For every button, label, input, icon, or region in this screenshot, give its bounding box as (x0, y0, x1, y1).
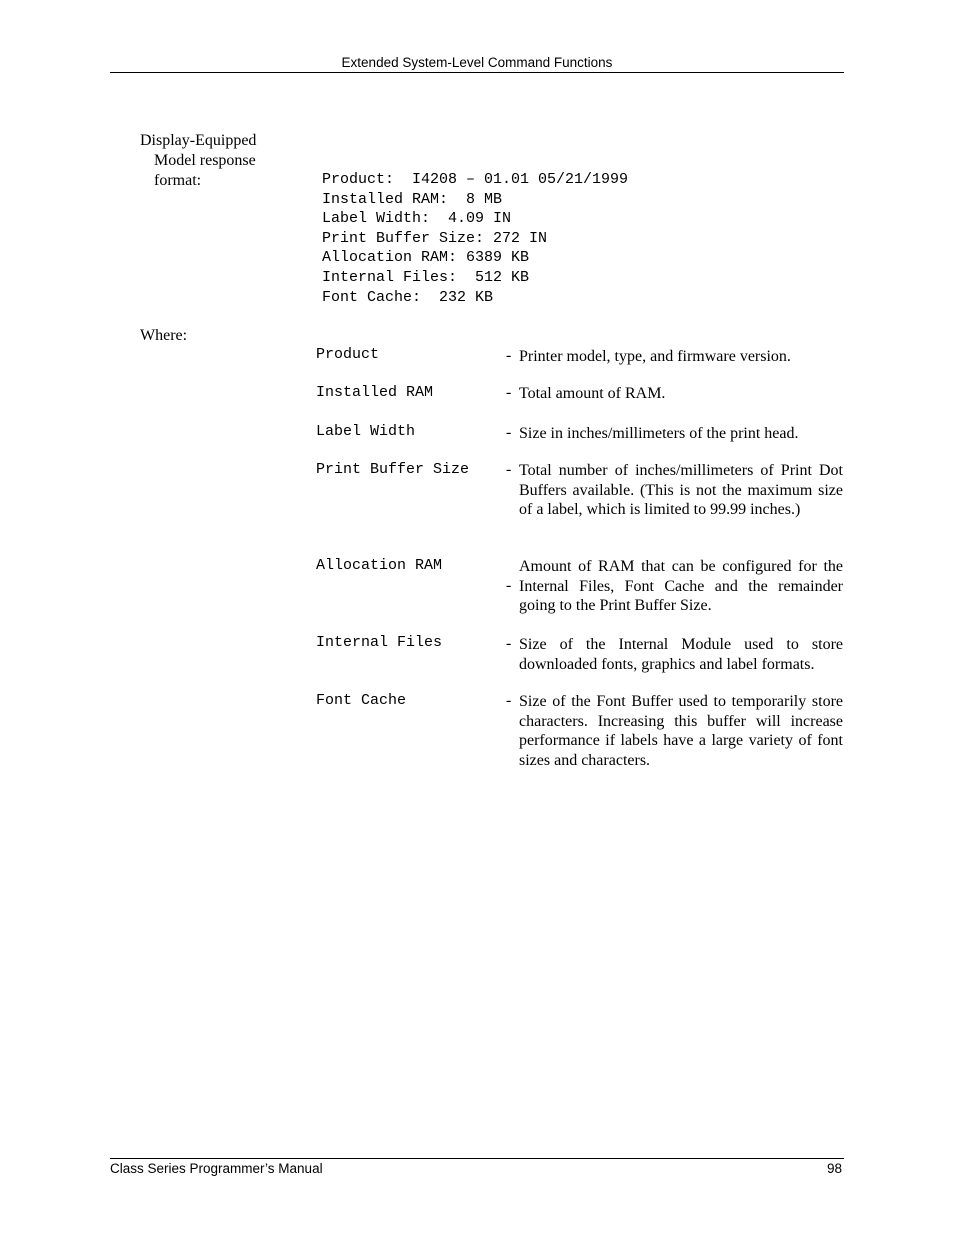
definition-term: Allocation RAM (316, 557, 443, 574)
label-line-3: format: (154, 172, 202, 189)
definition-text: Size of the Internal Module used to store downloaded fonts, graphics and label formats. (519, 636, 843, 673)
definition-term: Product (316, 346, 380, 363)
definition-term: Installed RAM (316, 384, 434, 401)
definition-text: Total amount of RAM. (519, 385, 666, 402)
definition-text: Size in inches/millimeters of the print head. (519, 425, 799, 442)
definition-dash: - (506, 424, 512, 441)
definition-dash: - (506, 461, 512, 478)
response-line: Print Buffer Size: 272 IN (322, 229, 548, 247)
definition-dash: - (506, 635, 512, 652)
response-line: Font Cache: 232 KB (322, 288, 494, 306)
definition-term: Internal Files (316, 634, 443, 651)
definition-term: Font Cache (316, 692, 407, 709)
label-line-2: Model response (154, 152, 256, 169)
footer-manual-title: Class Series Programmer’s Manual (110, 1161, 323, 1176)
definition-term: Label Width (316, 423, 416, 440)
definition-dash: - (506, 384, 512, 401)
definition-dash: - (506, 577, 512, 594)
response-example (322, 170, 628, 307)
response-format-label (140, 131, 256, 191)
definition-dash: - (506, 347, 512, 364)
response-line: Internal Files: 512 KB (322, 268, 530, 286)
definition-text: Total number of inches/millimeters of Print Dot Buffers available. (This is not the maximum size of a label, which is limited to 99.99 inches.) (519, 462, 843, 518)
running-header: Extended System-Level Command Functions (341, 55, 613, 70)
footer-divider (110, 1158, 844, 1159)
definition-term: Print Buffer Size (316, 461, 470, 478)
response-line: Product: I4208 – 01.01 05/21/1999 (322, 171, 629, 188)
response-line: Installed RAM: 8 MB (322, 190, 503, 208)
definition-text: Amount of RAM that can be configured for the Internal Files, Font Cache and the remainder going to the Print Buffer Size. (519, 558, 843, 614)
header-divider (110, 72, 844, 73)
where-label: Where: (140, 327, 188, 344)
label-line-1: Display-Equipped (140, 132, 257, 149)
definition-text: Size of the Font Buffer used to temporarily store characters. Increasing this buffer will increase performance if labels have a large variety of font sizes and characters. (519, 693, 843, 769)
response-line: Allocation RAM: 6389 KB (322, 249, 530, 267)
definition-text: Printer model, type, and firmware version. (519, 348, 791, 365)
definition-dash: - (506, 692, 512, 709)
response-line: Label Width: 4.09 IN (322, 210, 512, 228)
page-number: 98 (826, 1161, 842, 1176)
